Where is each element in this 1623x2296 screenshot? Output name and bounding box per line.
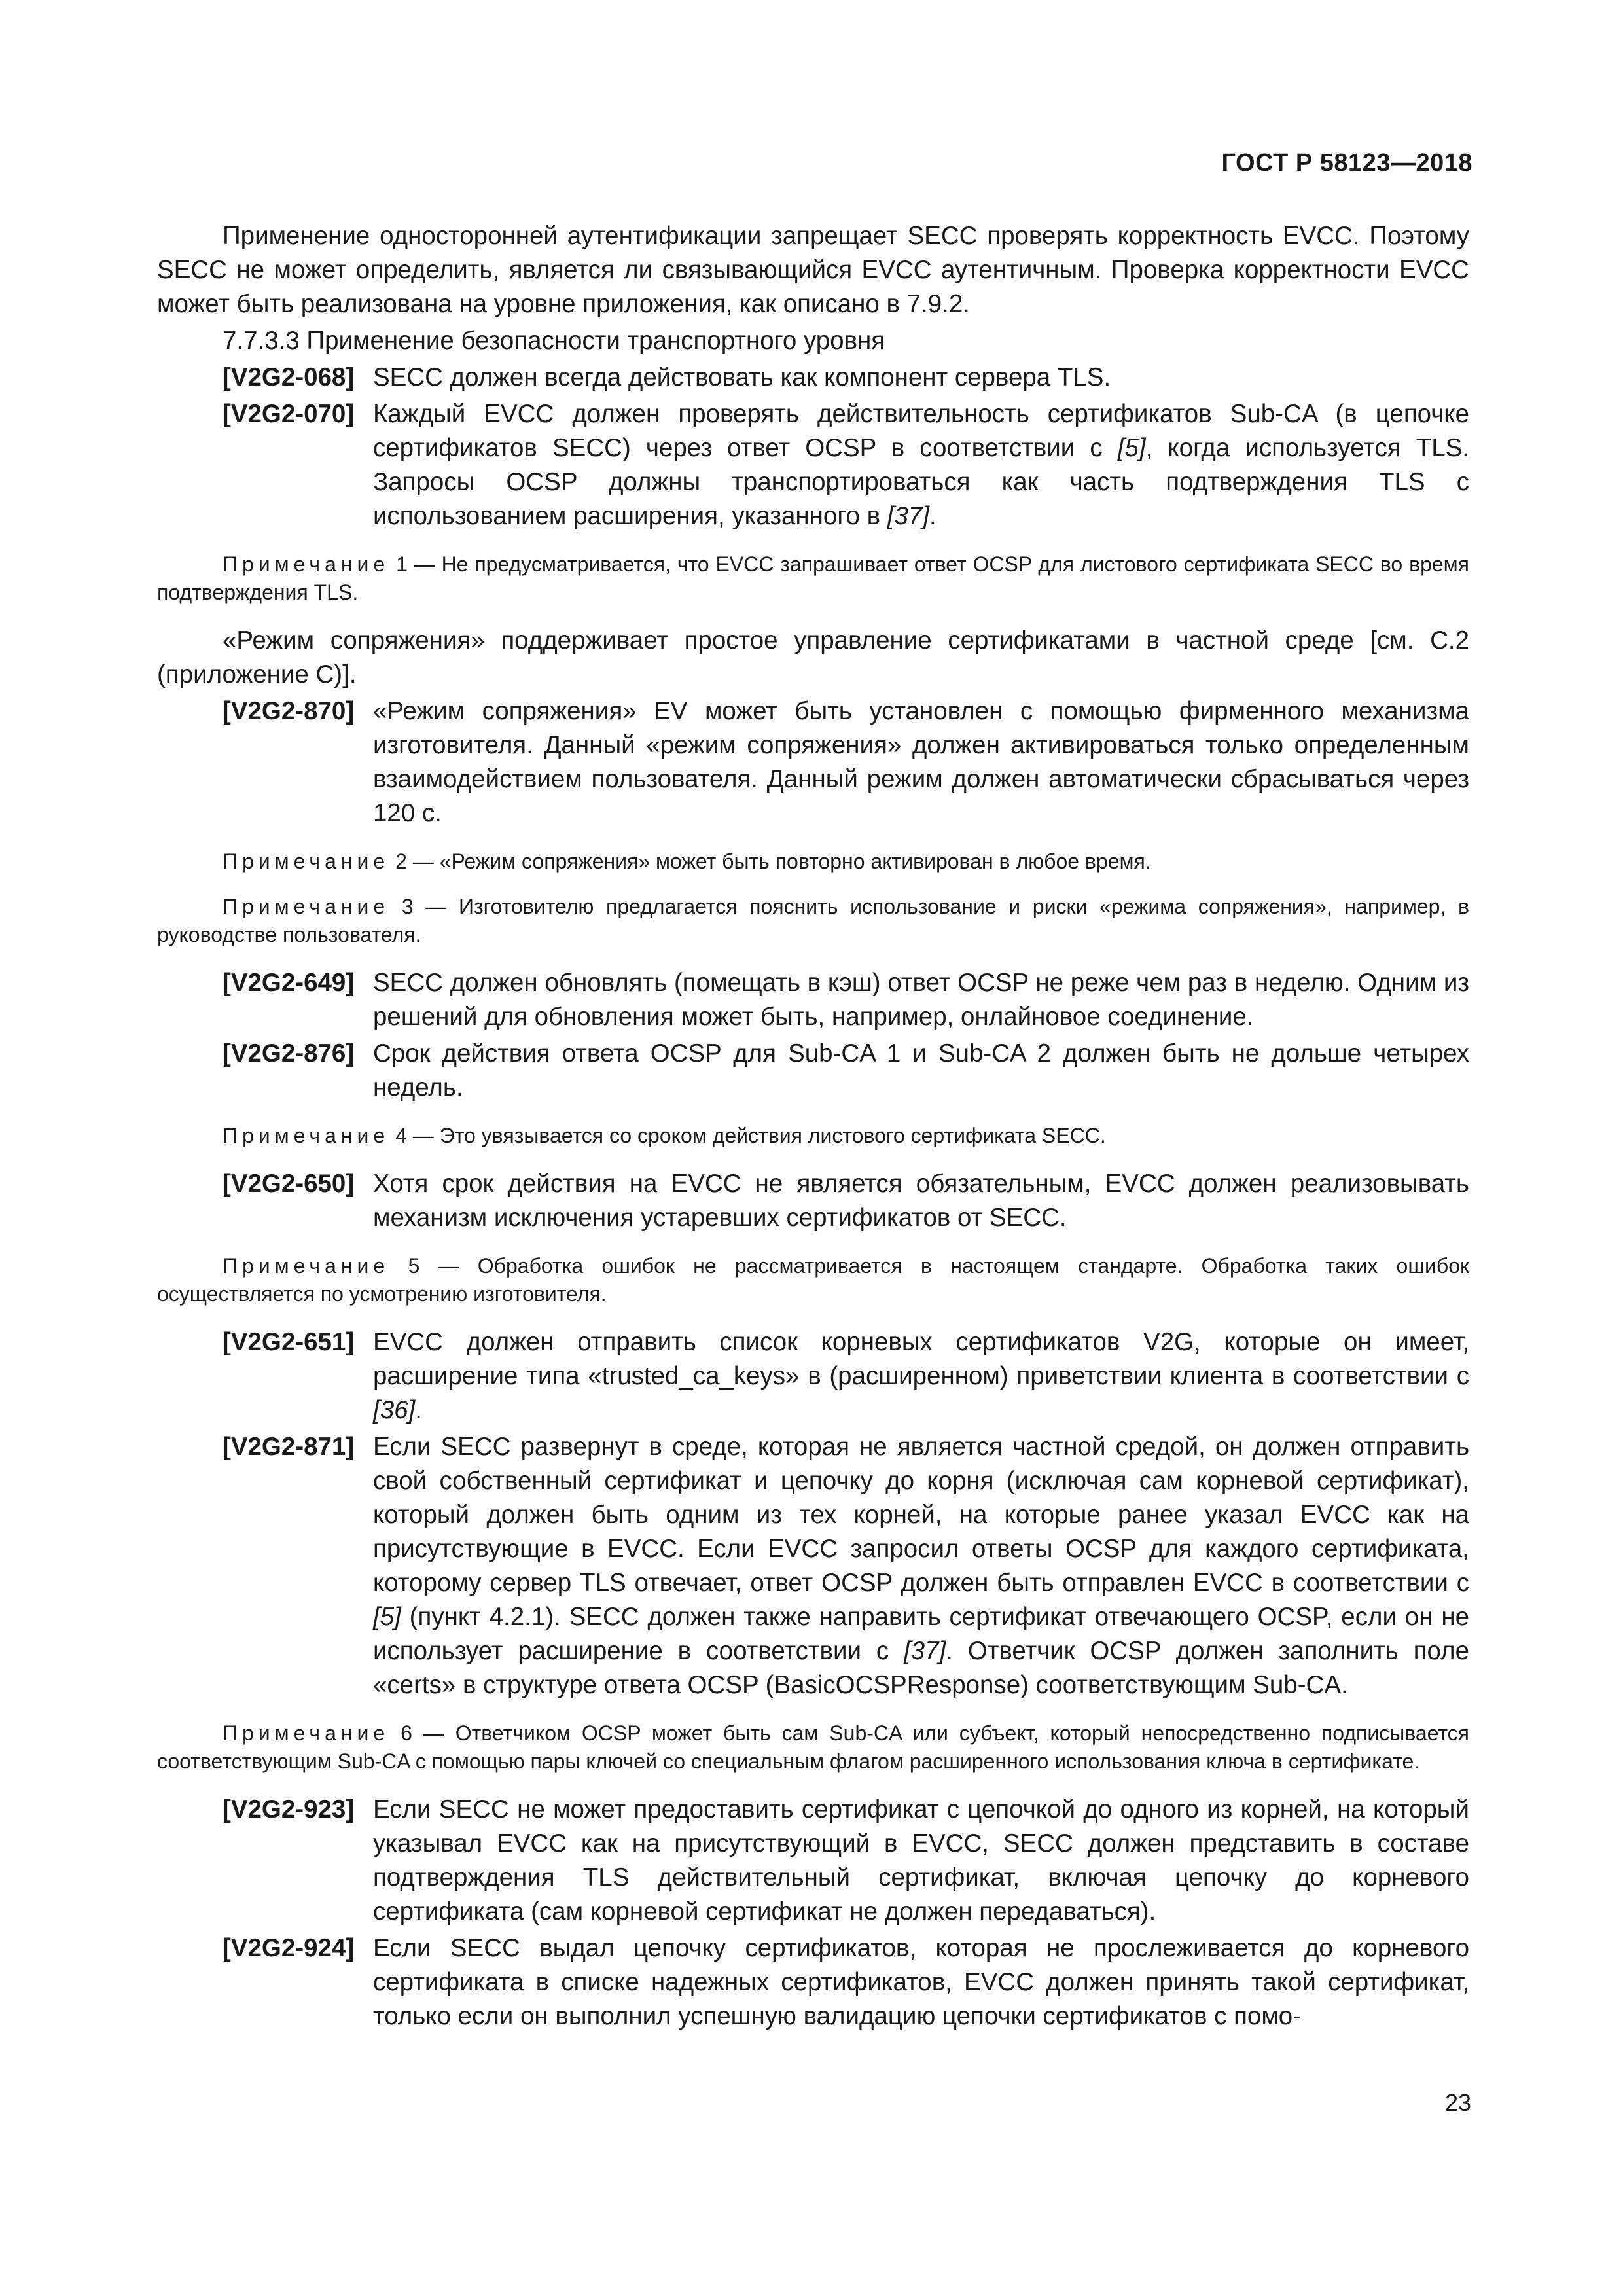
requirement-text — [373, 1430, 1469, 1702]
text-part: Если SECC развернут в среде, которая не является частной средой, он должен отправить свой собственный сертификат и цепочку до корня (исключая сам корневой сертификат), который должен быть одним из тех корней, на которые ранее указал EVCC как на присутствующие в EVCC. Если EVCC запросил ответы OCSP для каждого сертификата, которому сервер TLS отвечает, ответ OCSP должен быть отправлен EVCC в соответствии с — [373, 1433, 1469, 1597]
reference: [37] — [887, 502, 929, 530]
requirement-876 — [157, 1037, 1469, 1105]
note-4 — [157, 1122, 1469, 1150]
note-label: Примечание — [223, 1721, 390, 1745]
requirement-650 — [157, 1167, 1469, 1235]
paragraph-one-way-auth: Применение односторонней аутентификации запрещает SECC проверять корректность EVCC. Поэтому SECC не может определить, является ли связывающийся EVCC аутентичным. Проверка корректности EVCC может быть реализована на уровне приложения, как описано в 7.9.2. — [157, 222, 1469, 318]
requirement-id: [V2G2-651] — [223, 1328, 355, 1356]
note-6 — [157, 1719, 1469, 1776]
note-label: Примечание — [223, 850, 390, 873]
requirement-923 — [157, 1793, 1469, 1929]
note-text: 5 — Обработка ошибок не рассматривается в настоящем стандарте. Обработка таких ошибок осуществляется по усмотрению изготовителя. — [157, 1254, 1469, 1306]
requirement-text: Срок действия ответа OCSP для Sub-CA 1 и Sub-CA 2 должен быть не дольше четырех недель. — [373, 1039, 1469, 1102]
text-part: . — [415, 1396, 422, 1424]
requirement-649 — [157, 966, 1469, 1034]
requirement-text: Хотя срок действия на EVCC не является обязательным, EVCC должен реализовывать механизм исключения устаревших сертификатов от SECC. — [373, 1170, 1469, 1232]
note-text: 4 — Это увязывается со сроком действия листового сертификата SECC. — [389, 1124, 1106, 1147]
note-label: Примечание — [223, 1124, 390, 1147]
requirement-924 — [157, 1931, 1469, 2034]
requirement-id: [V2G2-923] — [223, 1795, 355, 1823]
paragraph-pairing-mode: «Режим сопряжения» поддерживает простое управление сертификатами в частной среде [см. С.2 (приложение С)]. — [157, 626, 1469, 689]
page-number: 23 — [1444, 2089, 1471, 2116]
text-part: EVCC должен отправить список корневых сертификатов V2G, которые он имеет, расширение типа «trusted_ca_keys» в (расширенном) приветствии клиента в соответствии с — [373, 1328, 1469, 1390]
requirement-id: [V2G2-650] — [223, 1170, 355, 1198]
note-text: 2 — «Режим сопряжения» может быть повторно активирован в любое время. — [389, 850, 1151, 873]
note-2 — [157, 848, 1469, 876]
requirement-id: [V2G2-649] — [223, 969, 355, 997]
requirement-id: [V2G2-068] — [223, 363, 355, 391]
requirement-text — [373, 1325, 1469, 1427]
note-label: Примечание — [223, 1254, 390, 1278]
requirement-text: Если SECC выдал цепочку сертификатов, которая не прослеживается до корневого сертификата в списке надежных сертификатов, EVCC должен принять такой сертификат, только если он выполнил успешную валидацию цепочки сертификатов с помо- — [373, 1934, 1469, 2030]
note-text: 3 — Изготовителю предлагается пояснить использование и риски «режима сопряжения», например, в руководстве пользователя. — [157, 895, 1469, 946]
section-heading: 7.7.3.3 Применение безопасности транспортного уровня — [223, 327, 885, 355]
requirement-id: [V2G2-070] — [223, 400, 355, 428]
page-body — [157, 219, 1469, 2036]
requirement-651 — [157, 1325, 1469, 1427]
note-1 — [157, 550, 1469, 607]
requirement-070 — [157, 397, 1469, 533]
requirement-870 — [157, 694, 1469, 831]
reference: [5] — [1117, 434, 1146, 462]
requirement-text: SECC должен всегда действовать как компонент сервера TLS. — [373, 363, 1111, 391]
reference: [5] — [373, 1603, 401, 1631]
text-part: , когда используется TLS. Запросы OCSP должны транспортироваться как часть подтверждения TLS с использованием расширения, указанного в — [373, 434, 1469, 530]
note-text: 1 — Не предусматривается, что EVCC запрашивает ответ OCSP для листового сертификата SECC во время подтверждения TLS. — [157, 552, 1469, 604]
text-part: . Ответчик OCSP должен заполнить поле «certs» в структуре ответа OCSP (BasicOCSPResponse) соответствующим Sub-CA. — [373, 1637, 1469, 1699]
requirement-text: Если SECC не может предоставить сертификат с цепочкой до одного из корней, на который указывал EVCC как на присутствующий в EVCC, SECC должен представить в составе подтверждения TLS действительный сертификат, включая цепочку до корневого сертификата (сам корневой сертификат не должен передаваться). — [373, 1795, 1469, 1926]
note-text: 6 — Ответчиком OCSP может быть сам Sub-CA или субъект, который непосредственно подписывается соответствующим Sub-CA с помощью пары ключей со специальным флагом расширенного использования ключа в сертификате. — [157, 1721, 1469, 1773]
text-part: (пункт 4.2.1). SECC должен также направить сертификат отвечающего OCSP, если он не использует расширение в соответствии с — [373, 1603, 1469, 1665]
requirement-id: [V2G2-924] — [223, 1934, 355, 1962]
note-label: Примечание — [223, 552, 390, 576]
note-5 — [157, 1252, 1469, 1308]
text-part: . — [929, 502, 936, 530]
note-label: Примечание — [223, 895, 390, 918]
reference: [37] — [903, 1637, 946, 1665]
requirement-id: [V2G2-870] — [223, 697, 355, 725]
requirement-871 — [157, 1430, 1469, 1702]
requirement-068 — [157, 361, 1469, 395]
requirement-text: SECC должен обновлять (помещать в кэш) ответ OCSP не реже чем раз в неделю. Одним из решений для обновления может быть, например, онлайновое соединение. — [373, 969, 1469, 1031]
requirement-id: [V2G2-871] — [223, 1433, 355, 1461]
reference: [36] — [373, 1396, 416, 1424]
text-part: Каждый EVCC должен проверять действительность сертификатов Sub-CA (в цепочке сертификатов SECC) через ответ OCSP в соответствии с — [373, 400, 1469, 462]
requirement-text: «Режим сопряжения» EV может быть установлен с помощью фирменного механизма изготовителя. Данный «режим сопряжения» должен активироваться только определенным взаимодействием пользователя. Данный режим должен автоматически сбрасываться через 120 с. — [373, 697, 1469, 827]
requirement-text — [373, 397, 1469, 533]
requirement-id: [V2G2-876] — [223, 1039, 355, 1067]
note-3 — [157, 893, 1469, 949]
standard-header: ГОСТ Р 58123—2018 — [1221, 149, 1472, 177]
